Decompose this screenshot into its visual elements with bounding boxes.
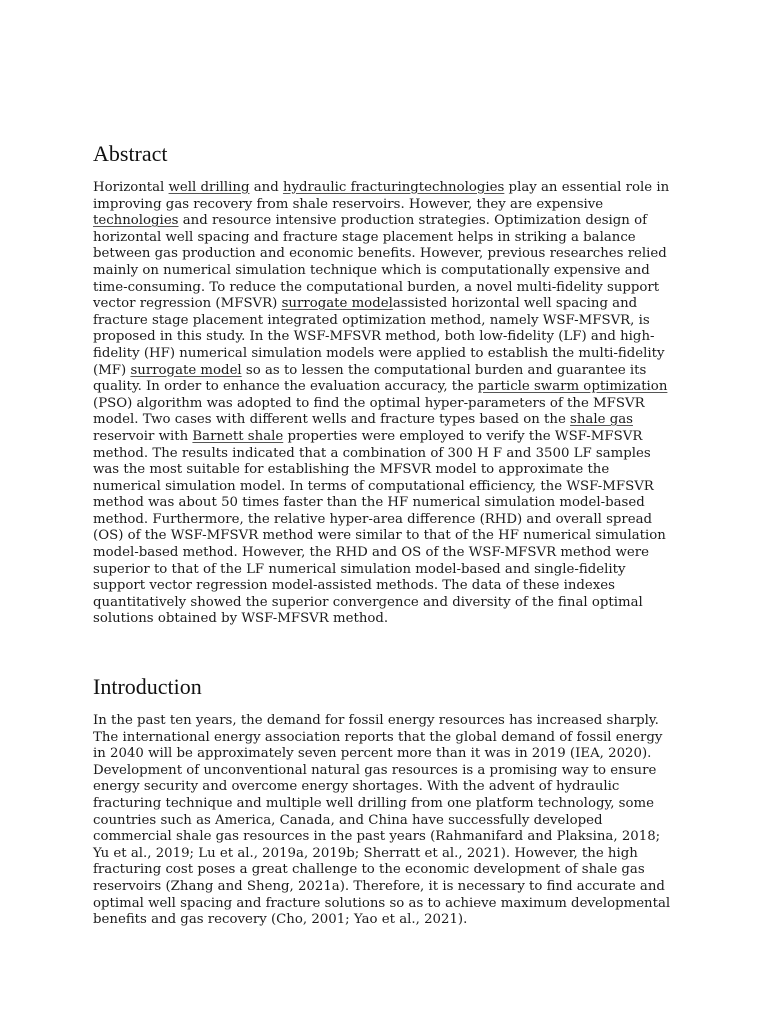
link-well-drilling[interactable]: well drilling bbox=[168, 180, 250, 195]
link-surrogate-model-2[interactable]: surrogate model bbox=[130, 362, 242, 378]
abstract-text-segment: Horizontal bbox=[93, 180, 169, 195]
abstract-text-segment: and bbox=[249, 180, 283, 195]
introduction-paragraph: In the past ten years, the demand for fossil energy resources has increased sharply. The international energy association reports that the global demand of fossil energy in 2040 will be approximately seven percent more than it was in 2019 (IEA, 2020). Development of unconventional natural gas resources is a promising way to ensure energy security and overcome energy shortages. With the advent of hydraulic fracturing technique and multiple well drilling from one platform technology, some countries such as America, Canada, and China have successfully developed commercial shale gas resources in the past years (Rahmanifard and Plaksina, 2018; Yu et al., 2019; Lu et al., 2019a, 2019b; Sherratt et al., 2021). However, the high fracturing cost poses a great challenge to the economic development of shale gas reservoirs (Zhang and Sheng, 2021a). Therefore, it is necessary to find accurate and optimal well spacing and fracture solutions so as to achieve maximum developmental benefits and gas recovery (Cho, 2001; Yao et al., 2021). bbox=[93, 713, 671, 928]
abstract-heading: Abstract bbox=[93, 141, 168, 166]
abstract-text-segment: reservoir with bbox=[93, 428, 193, 444]
abstract-text-segment: so as to lessen the computational burden and guarantee its quality. In order to enhance the evaluation accuracy, the bbox=[93, 362, 647, 395]
link-technologies[interactable]: technologies bbox=[93, 213, 179, 229]
link-barnett-shale[interactable]: Barnett shale bbox=[192, 428, 284, 444]
abstract-text-segment: (PSO) algorithm was adopted to find the optimal hyper-parameters of the MFSVR model. Two cases with different wells and fracture types based on the bbox=[93, 395, 645, 428]
introduction-heading: Introduction bbox=[93, 674, 202, 699]
link-hydraulic-fracturing[interactable]: hydraulic fracturingtechnologies bbox=[282, 180, 505, 195]
abstract-paragraph bbox=[93, 180, 678, 628]
abstract-text-segment: properties were employed to verify the WSF-MFSVR method. The results indicated that a combination of 300 H F and 3500 LF samples was the most suitable for establishing the MFSVR model to approximate the numerical simulation model. In terms of computational efficiency, the WSF-MFSVR method was about 50 times faster than the HF numerical simulation model-based method. Furthermore, the relative hyper-area difference (RHD) and overall spread (OS) of the WSF-MFSVR method were similar to that of the HF numerical simulation model-based method. However, the RHD and OS of the WSF-MFSVR method were superior to that of the LF numerical simulation model-based and single-fidelity support vector regression model-assisted methods. The data of these indexes quantitatively showed the superior convergence and diversity of the final optimal solutions obtained by WSF-MFSVR method. bbox=[93, 428, 666, 627]
link-surrogate-model-1[interactable]: surrogate model bbox=[281, 296, 393, 312]
abstract-text-segment: play an essential role in improving gas recovery from shale reservoirs. However, they are expensive bbox=[93, 180, 670, 212]
abstract-text-segment: and resource intensive production strategies. Optimization design of horizontal well spacing and fracture stage placement helps in striking a balance between gas production and economic benefits. However, previous researches relied mainly on numerical simulation technique which is computationally expensive and time-consuming. To reduce the computational burden, a novel multi-fidelity support vector regression (MFSVR) bbox=[93, 213, 667, 312]
link-shale-gas[interactable]: shale gas bbox=[570, 412, 633, 428]
link-particle-swarm-optimization[interactable]: particle swarm optimization bbox=[477, 379, 668, 395]
abstract-text-segment: assisted horizontal well spacing and fracture stage placement integrated optimization method, namely WSF-MFSVR, is proposed in this study. In the WSF-MFSVR method, both low-fidelity (LF) and high-fidelity (HF) numerical simulation models were applied to establish the multi-fidelity (MF) bbox=[93, 296, 665, 378]
